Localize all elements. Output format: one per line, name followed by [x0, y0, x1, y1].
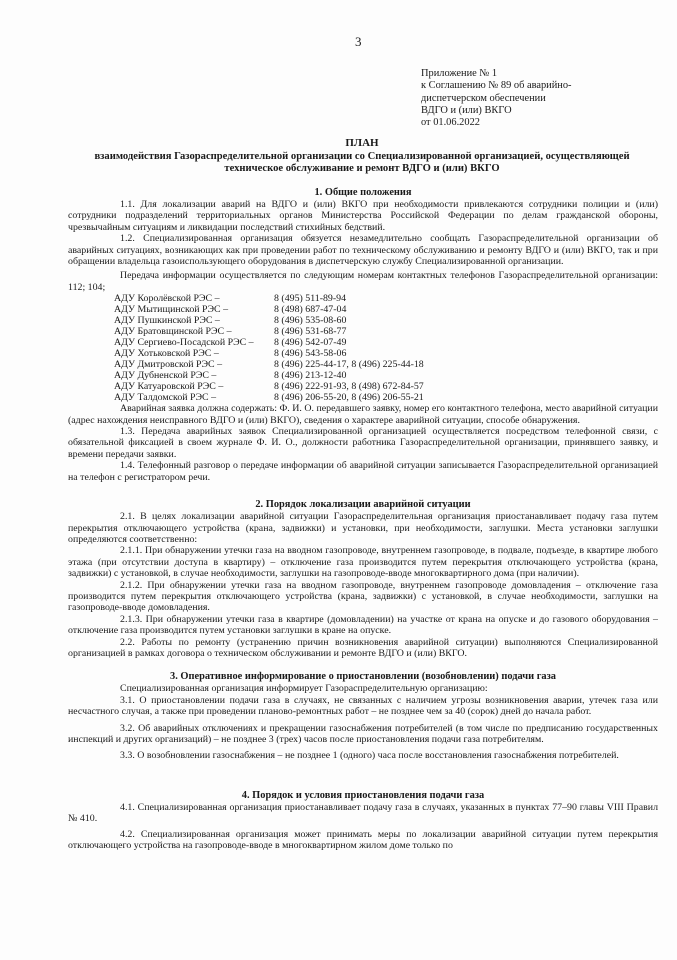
section-heading-1: 1. Общие положения — [314, 187, 412, 198]
paragraph-2-1-2: 2.1.2. При обнаружении утечки газа на вводном газопроводе, внутреннем газопроводе домовладения – отключение газа производится путем перекрытия отключающего устройства (крана, задвижки) с установкой, в случае необходимости, заглушки на газопроводе-вводе домовладения. — [68, 579, 658, 614]
phone-row — [114, 326, 658, 337]
annex-reference — [421, 68, 572, 129]
paragraph-1-2: 1.2. Специализированная организация обязуется незамедлительно сообщать Газораспределительной организации об аварийных ситуациях, возникающих как при проведении работ по техническому обслуживанию и ремонту ВДГО и (или) ВКГО, так и при обращении владельца газоиспользующего оборудования в диспетчерскую службу Специализированной организации. — [68, 233, 658, 268]
document-body — [68, 187, 658, 851]
paragraph-4-2: 4.2. Специализированная организация может принимать меры по локализации аварийной ситуации путем перекрытия отключающего устройства на газопроводе-вводе в многоквартирном жилом доме только по — [68, 828, 658, 852]
paragraph-1-4: 1.4. Телефонный разговор о передаче информации об аварийной ситуации записывается Газораспределительной организацией на телефон с регистратором речи. — [68, 460, 658, 483]
phone-org: АДУ Дубненской РЭС – — [114, 370, 217, 382]
phone-org: АДУ Сергиево-Посадской РЭС – — [114, 337, 254, 349]
phone-org: АДУ Хотьковской РЭС – — [114, 348, 219, 360]
phone-org: АДУ Дмитровской РЭС – — [114, 359, 223, 371]
phone-number: 8 (496) 531-68-77 — [274, 326, 347, 338]
paragraph-2-2: 2.2. Работы по ремонту (устранению причин возникновения аварийной ситуации) выполняются Специализированной организацией в рамках договора о техническом обслуживании и ремонте ВДГО и (или) ВКГО. — [68, 636, 658, 659]
phone-row — [114, 348, 658, 359]
paragraph-2-1-1: 2.1.1. При обнаружении утечки газа на вводном газопроводе, внутреннем газопроводе, в подвале, подъезде, в квартире любого этажа (при отсутствии доступа в квартиру) – отключение газа производится путем перекрытия отключающего устройства (крана, задвижки) с установкой, в случае необходимости, заглушки на газопроводе-вводе многоквартирного дома (при наличии). — [68, 545, 658, 580]
phone-number: 8 (496) 535-08-60 — [274, 315, 347, 327]
section-heading-2: 2. Порядок локализации аварийной ситуации — [255, 499, 471, 511]
phone-list — [114, 293, 658, 403]
phone-number: 8 (496) 542-07-49 — [274, 337, 347, 349]
paragraph-3-2: 3.2. Об аварийных отключениях и прекращении газоснабжения потребителей (в том числе по предписанию государственных инспекций и других организаций) – не позднее 3 (трех) часов после приостановления подачи газа потребителям. — [68, 722, 658, 745]
document-title — [62, 137, 662, 176]
phone-org: АДУ Мытищинской РЭС – — [114, 304, 229, 316]
phone-number: 8 (495) 511-89-94 — [274, 293, 347, 305]
title-main: ПЛАН — [345, 137, 379, 149]
section-heading-4: 4. Порядок и условия приостановления подачи газа — [241, 789, 485, 801]
paragraph-request: Аварийная заявка должна содержать: Ф. И. О. передавшего заявку, номер его контактного телефона, место аварийной ситуации (адрес нахождения неисправного ВДГО и (или) ВКГО), сведения о характере аварийной ситуации, способе обнаружения. — [68, 403, 658, 426]
phone-number: 8 (496) 225-44-17, 8 (496) 225-44-18 — [274, 359, 424, 371]
phone-number: 8 (496) 213-12-40 — [274, 370, 347, 382]
phone-org: АДУ Пушкинской РЭС – — [114, 315, 220, 327]
paragraph-4-1: 4.1. Специализированная организация приостанавливает подачу газа в случаях, указанных в пунктах 77–90 главы VIII Правил № 410. — [68, 801, 658, 825]
paragraph-1-3: 1.3. Передача аварийных заявок Специализированной организацией осуществляется посредством телефонной связи, с обязательной фиксацией в своем журнале Ф. И. О., должности работника Газораспределительной организации, принявшего заявку, и времени передачи заявки. — [68, 426, 658, 460]
paragraph-1-1: 1.1. Для локализации аварий на ВДГО и (или) ВКГО при необходимости привлекаются сотрудники полиции и (или) сотрудники подразделений территориальных органов Министерства Российской Федерации по делам гражданской обороны, чрезвычайным ситуациям и ликвидации последствий стихийных бедствий. — [68, 199, 658, 233]
title-line: техническое обслуживание и ремонт ВДГО и (или) ВКГО — [224, 163, 500, 174]
phone-row — [114, 293, 658, 304]
title-line: взаимодействия Газораспределительной организации со Специализированной организацией, осуществляющей — [94, 150, 630, 162]
phone-row — [114, 315, 658, 326]
phone-org: АДУ Катуаровской РЭС – — [114, 381, 224, 393]
annex-line: от 01.06.2022 — [421, 117, 480, 129]
paragraph-transfer: Передача информации осуществляется по следующим номерам контактных телефонов Газораспределительной организации: 112; 104; — [68, 270, 658, 293]
paragraph-3-3: 3.3. О возобновлении газоснабжения – не позднее 1 (одного) часа после восстановления газоснабжения потребителей. — [120, 750, 619, 762]
phone-org: АДУ Талдомской РЭС – — [114, 392, 217, 404]
phone-number: 8 (496) 543-58-06 — [274, 348, 347, 360]
phone-row — [114, 370, 658, 381]
annex-line: диспетчерском обеспечении — [421, 92, 546, 104]
phone-number: 8 (496) 222-91-93, 8 (498) 672-84-57 — [274, 381, 424, 393]
phone-number: 8 (496) 206-55-20, 8 (496) 206-55-21 — [274, 392, 424, 404]
phone-org: АДУ Королёвской РЭС – — [114, 293, 220, 305]
phone-row — [114, 381, 658, 392]
phone-org: АДУ Братовщинской РЭС – — [114, 326, 232, 338]
phone-row — [114, 359, 658, 370]
paragraph-2-1: 2.1. В целях локализации аварийной ситуации Газораспределительная организация приостанавливает подачу газа путем перекрытия отключающего устройства (крана, задвижки) и установки, при необходимости, заглушки. Места установки заглушки определяются соответственно: — [68, 511, 658, 545]
phone-row — [114, 304, 658, 315]
phone-number: 8 (498) 687-47-04 — [274, 304, 347, 316]
annex-line: к Соглашению № 89 об аварийно- — [421, 80, 572, 92]
section-heading-3: 3. Оперативное информирование о приостановлении (возобновлении) подачи газа — [170, 671, 556, 683]
page-number: 3 — [355, 34, 362, 49]
annex-line: ВДГО и (или) ВКГО — [421, 104, 512, 116]
paragraph-3-intro: Специализированная организация информирует Газораспределительную организацию: — [120, 683, 488, 695]
phone-row — [114, 392, 658, 403]
annex-line: Приложение № 1 — [421, 68, 498, 79]
paragraph-2-1-3: 2.1.3. При обнаружении утечки газа в квартире (домовладении) на участке от крана на опуске и до газового оборудования – отключение газа производится путем установки заглушки в кране на опуске. — [68, 613, 658, 637]
paragraph-3-1: 3.1. О приостановлении подачи газа в случаях, не связанных с наличием угрозы возникновения аварии, утечек газа или несчастного случая, а также при проведении планово-ремонтных работ – не позднее чем за 40 (сорок) дней до начала работ. — [68, 694, 658, 718]
phone-row — [114, 337, 658, 348]
